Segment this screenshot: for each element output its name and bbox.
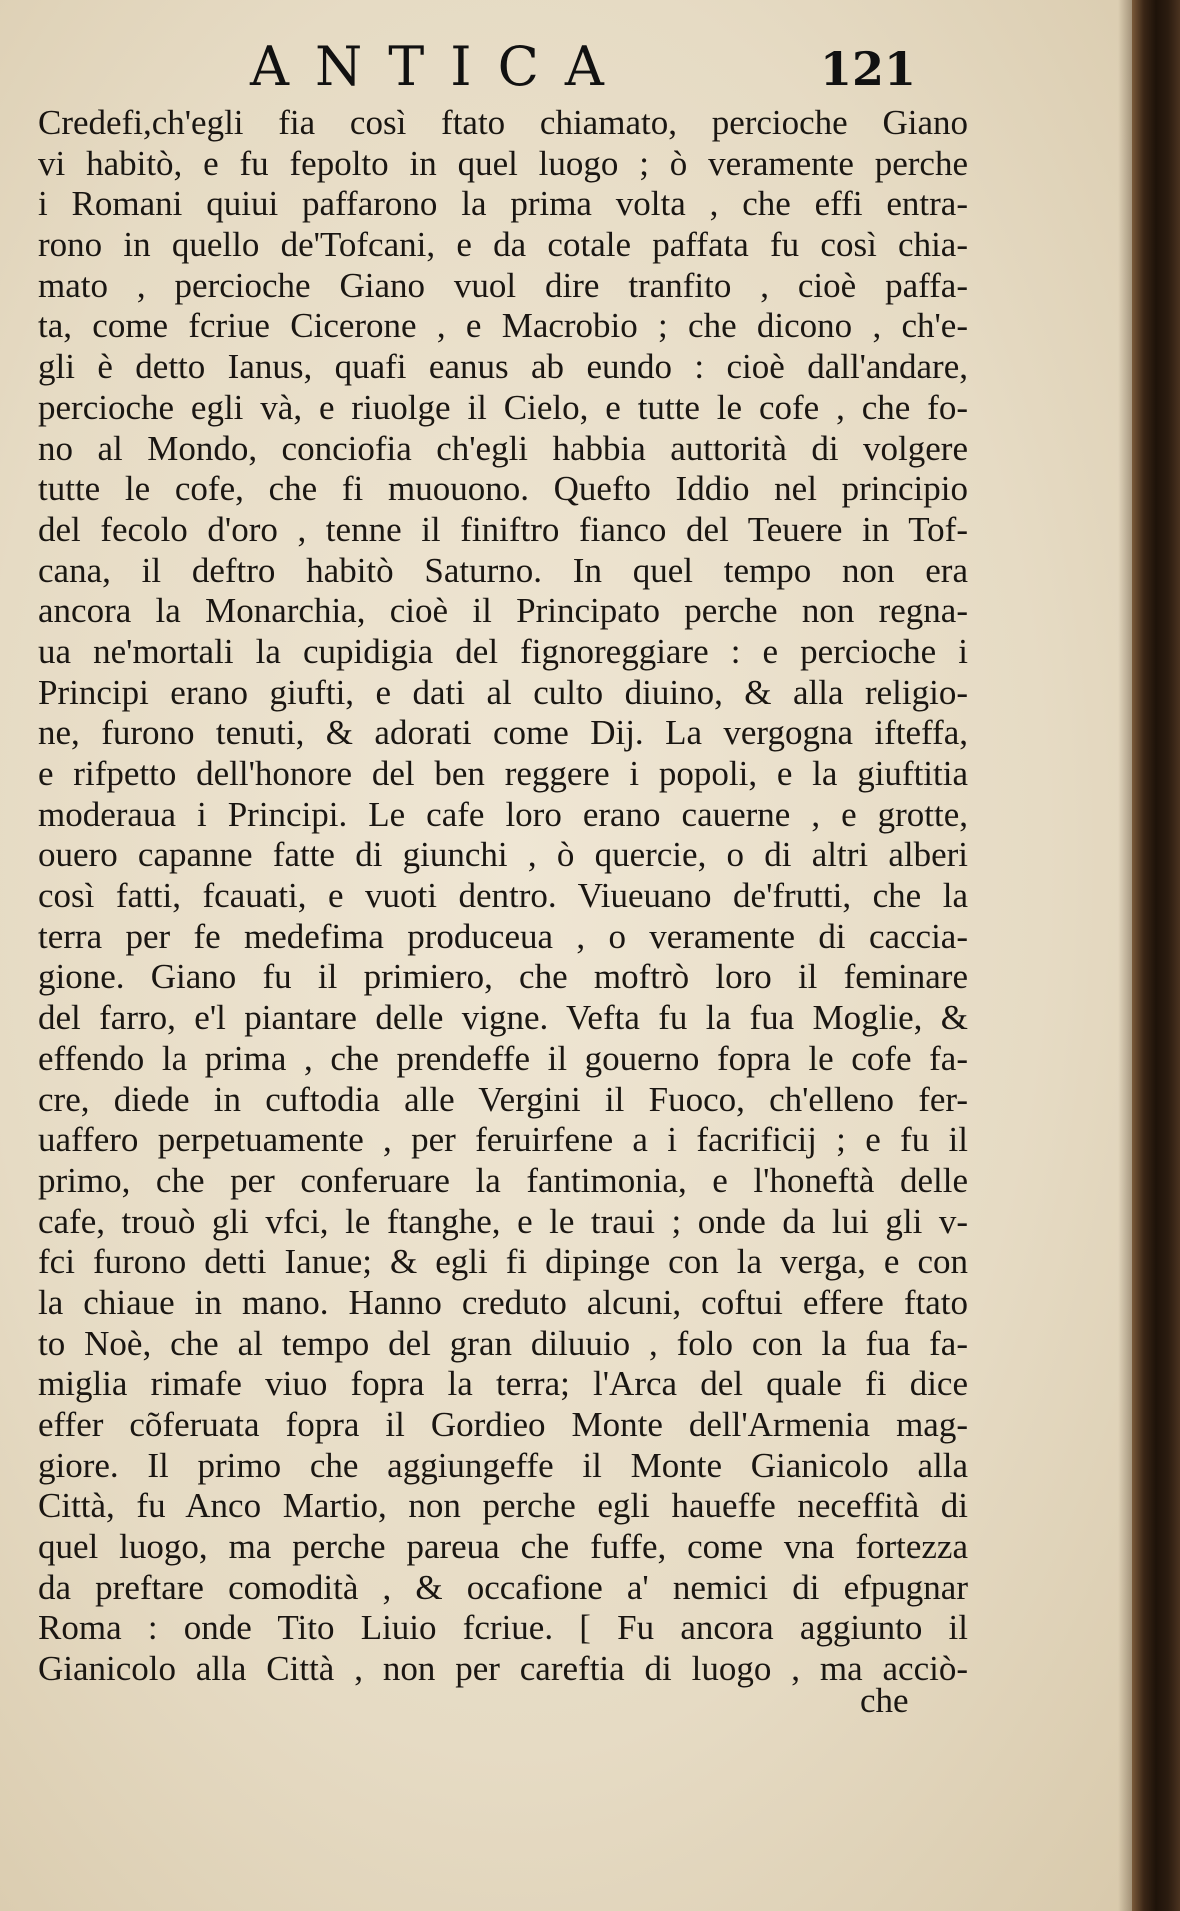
text-line: moderaua i Principi. Le cafe loro erano cauerne , e grotte, (38, 794, 968, 834)
text-line: gione. Giano fu il primiero, che moftrò loro il feminare (38, 957, 968, 997)
body-text (38, 103, 968, 1690)
text-line: to Noè, che al tempo del gran diluuio , folo con la fua fa- (38, 1323, 968, 1363)
text-line: del fecolo d'oro , tenne il finiftro fianco del Teuere in Tof- (38, 509, 968, 549)
text-line: ancora la Monarchia, cioè il Principato perche non regna- (38, 591, 968, 631)
text-line: gli è detto Ianus, quafi eanus ab eundo : cioè dall'andare, (38, 347, 968, 387)
text-line: Principi erano giufti, e dati al culto diuino, & alla religio- (38, 672, 968, 712)
text-line: primo, che per conferuare la fantimonia, e l'honeftà delle (38, 1160, 968, 1200)
text-line: ta, come fcriue Cicerone , e Macrobio ; che dicono , ch'e- (38, 306, 968, 346)
text-line: percioche egli và, e riuolge il Cielo, e tutte le cofe , che fo- (38, 387, 968, 427)
text-line: la chiaue in mano. Hanno creduto alcuni, coftui effere ftato (38, 1282, 968, 1322)
text-line: cre, diede in cuftodia alle Vergini il Fuoco, ch'elleno fer- (38, 1079, 968, 1119)
text-line: quel luogo, ma perche pareua che fuffe, come vna fortezza (38, 1527, 968, 1567)
text-line: Gianicolo alla Città , non per careftia di luogo , ma acciò- (38, 1649, 968, 1689)
text-line: Città, fu Anco Martio, non perche egli haueffe neceffità di (38, 1486, 968, 1526)
text-line: ne, furono tenuti, & adorati come Dij. La vergogna ifteffa, (38, 713, 968, 753)
text-line: Roma : onde Tito Liuio fcriue. [ Fu ancora aggiunto il (38, 1608, 968, 1648)
text-line: terra per fe medefima produceua , o veramente di caccia- (38, 916, 968, 956)
text-line: mato , percioche Giano vuol dire tranfito , cioè paffa- (38, 265, 968, 305)
text-line: no al Mondo, conciofia ch'egli habbia auttorità di volgere (38, 428, 968, 468)
text-line: Credefi,ch'egli fia così ftato chiamato, percioche Giano (38, 103, 968, 142)
text-line: i Romani quiui paffarono la prima volta , che effi entra- (38, 184, 968, 224)
text-line: ua ne'mortali la cupidigia del fignoreggiare : e percioche i (38, 631, 968, 671)
text-line: del farro, e'l piantare delle vigne. Vefta fu la fua Moglie, & (38, 998, 968, 1038)
book-binding (1132, 0, 1180, 1911)
text-line: cana, il deftro habitò Saturno. In quel tempo non era (38, 550, 968, 590)
text-line: effendo la prima , che prendeffe il gouerno fopra le cofe fa- (38, 1038, 968, 1078)
text-line: tutte le cofe, che fi muouono. Quefto Iddio nel principio (38, 469, 968, 509)
text-line: uaffero perpetuamente , per feruirfene a i facrificij ; e fu il (38, 1120, 968, 1160)
text-line: fci furono detti Ianue; & egli fi dipinge con la verga, e con (38, 1242, 968, 1282)
text-line: giore. Il primo che aggiungeffe il Monte Gianicolo alla (38, 1445, 968, 1485)
page-number: 121 (820, 42, 917, 96)
running-head: ANTICA (250, 35, 630, 98)
text-line: così fatti, fcauati, e vuoti dentro. Viueuano de'frutti, che la (38, 876, 968, 916)
text-line: da preftare comodità , & occafione a' nemici di efpugnar (38, 1567, 968, 1607)
page-shadow (1118, 0, 1132, 1911)
text-line: miglia rimafe viuo fopra la terra; l'Arca del quale fi dice (38, 1364, 968, 1404)
text-line: vi habitò, e fu fepolto in quel luogo ; ò veramente perche (38, 143, 968, 183)
text-line: ouero capanne fatte di giunchi , ò quercie, o di altri alberi (38, 835, 968, 875)
text-line: rono in quello de'Tofcani, e da cotale paffata fu così chia- (38, 225, 968, 265)
catchword: che (860, 1681, 909, 1720)
text-line: effer cõferuata fopra il Gordieo Monte dell'Armenia mag- (38, 1405, 968, 1444)
text-line: cafe, trouò gli vfci, le ftanghe, e le traui ; onde da lui gli v- (38, 1201, 968, 1241)
text-line: e rifpetto dell'honore del ben reggere i popoli, e la giuftitia (38, 754, 968, 793)
